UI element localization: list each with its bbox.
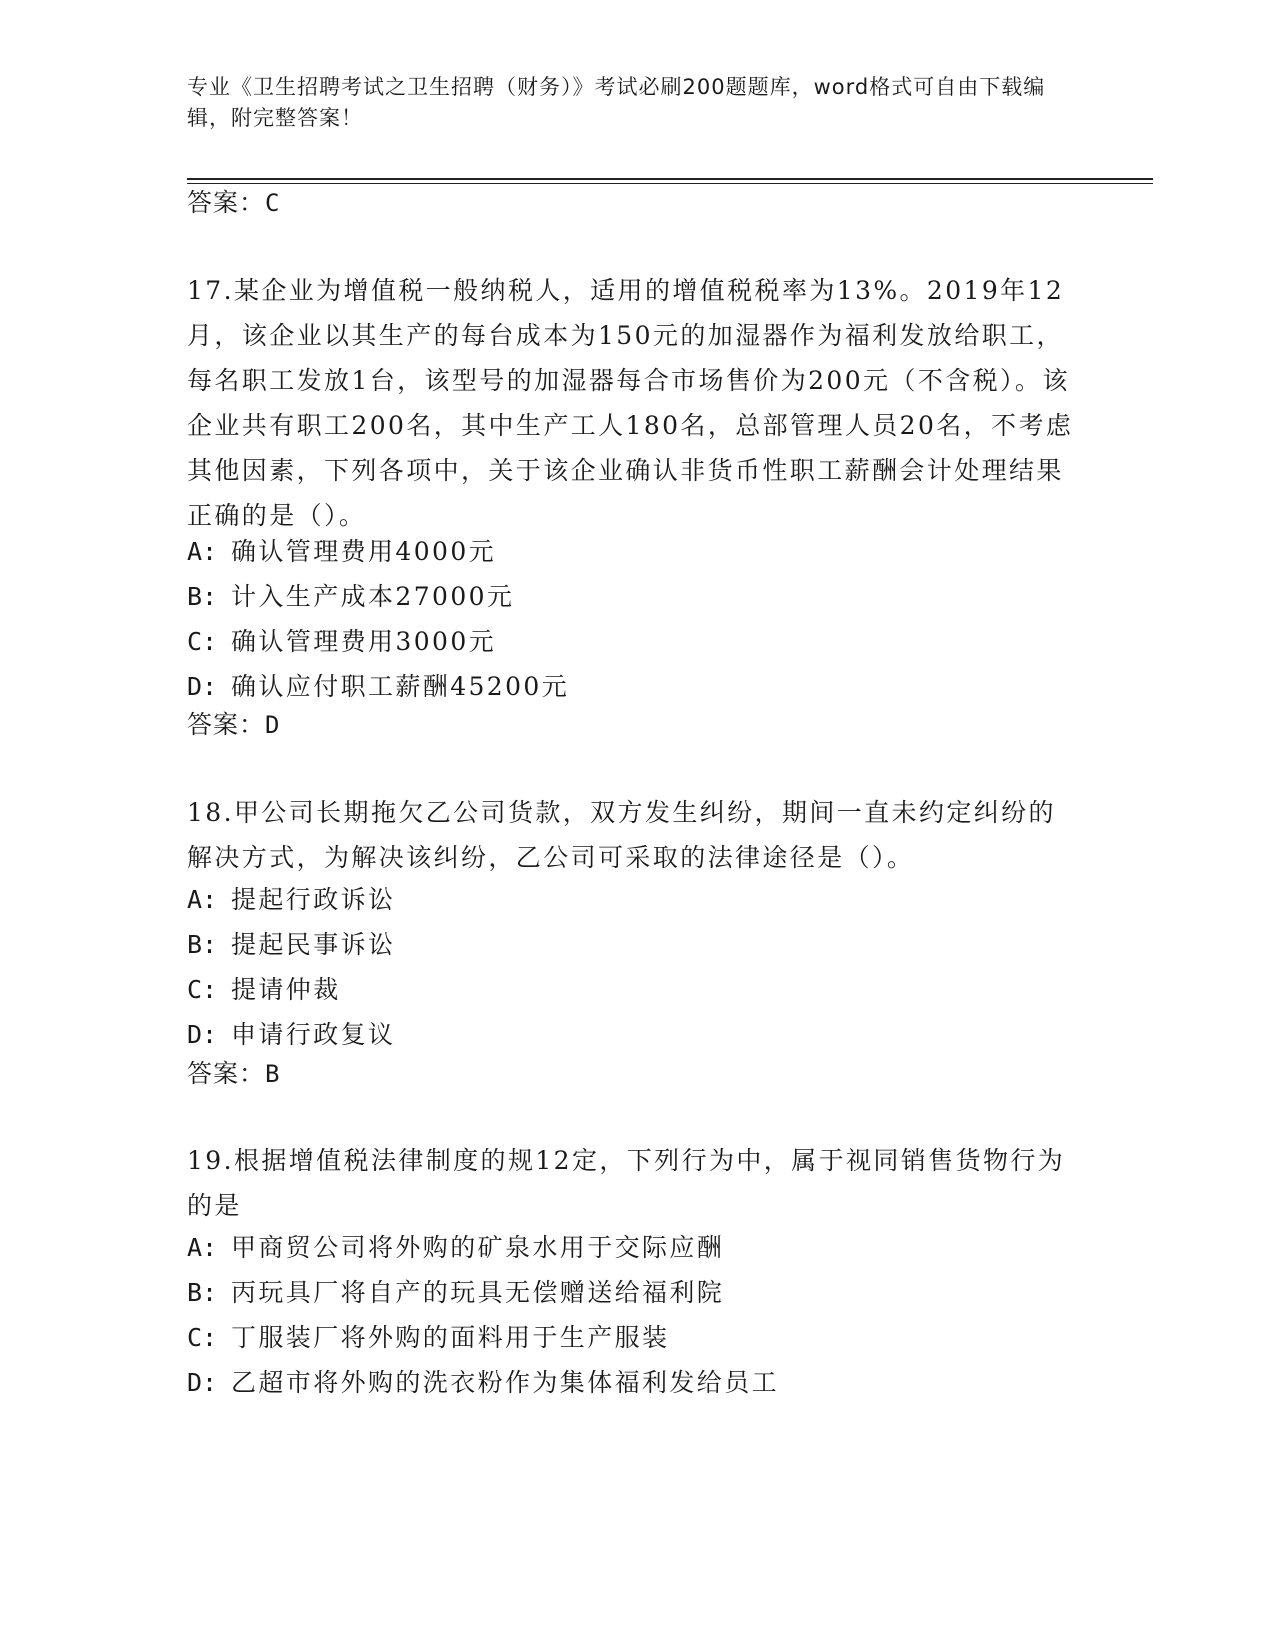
answer-18 (187, 1057, 279, 1091)
option-b: B: 提起民事诉讼 (187, 930, 396, 959)
answer-value: D (265, 711, 280, 739)
document-header: 专业《卫生招聘考试之卫生招聘（财务）》考试必刷200题题库，word格式可自由下载编辑，附完整答案！ (187, 75, 1046, 130)
answer-label: 答案： (187, 710, 266, 739)
option-b: B: 丙玩具厂将自产的玩具无偿赠送给福利院 (187, 1278, 725, 1307)
answer-label: 答案： (187, 188, 266, 217)
option-a: A: 提起行政诉讼 (187, 885, 396, 914)
question-17-options (187, 529, 1077, 709)
option-d: D: 确认应付职工薪酬45200元 (187, 672, 570, 701)
option-d: D: 乙超市将外购的洗衣粉作为集体福利发给员工 (187, 1368, 780, 1397)
header-divider-thick (187, 178, 1153, 180)
option-b: B: 计入生产成本27000元 (187, 582, 515, 611)
answer-value: B (265, 1060, 280, 1088)
option-c: C: 提请仲裁 (187, 975, 341, 1004)
option-a: A: 甲商贸公司将外购的矿泉水用于交际应酬 (187, 1233, 725, 1262)
header-divider-thin (187, 183, 1153, 184)
question-17: 17.某企业为增值税一般纳税人，适用的增值税税率为13%。2019年12月，该企业以其生产的每台成本为150元的加湿器作为福利发放给职工，每名职工发放1台，该型号的加湿器每合市场售价为200元（不含税）。该企业共有职工200名，其中生产工人180名，总部管理人员20名，不考虑其他因素，下列各项中，关于该企业确认非货币性职工薪酬会计处理结果正确的是（）。 (187, 276, 1074, 530)
answer-17 (187, 708, 279, 742)
question-18-options (187, 877, 1077, 1057)
answer-16 (187, 186, 279, 220)
question-19-options (187, 1225, 1077, 1405)
answer-label: 答案： (187, 1059, 266, 1088)
option-c: C: 确认管理费用3000元 (187, 627, 497, 656)
question-19: 19.根据增值税法律制度的规12定，下列行为中，属于视同销售货物行为的是 (187, 1146, 1066, 1220)
option-c: C: 丁服装厂将外购的面料用于生产服装 (187, 1323, 670, 1352)
option-d: D: 申请行政复议 (187, 1020, 396, 1049)
answer-value: C (265, 189, 280, 217)
question-18: 18.甲公司长期拖欠乙公司货款，双方发生纠纷，期间一直未约定纠纷的解决方式，为解决该纠纷，乙公司可采取的法律途径是（）。 (187, 798, 1056, 872)
option-a: A: 确认管理费用4000元 (187, 537, 497, 566)
